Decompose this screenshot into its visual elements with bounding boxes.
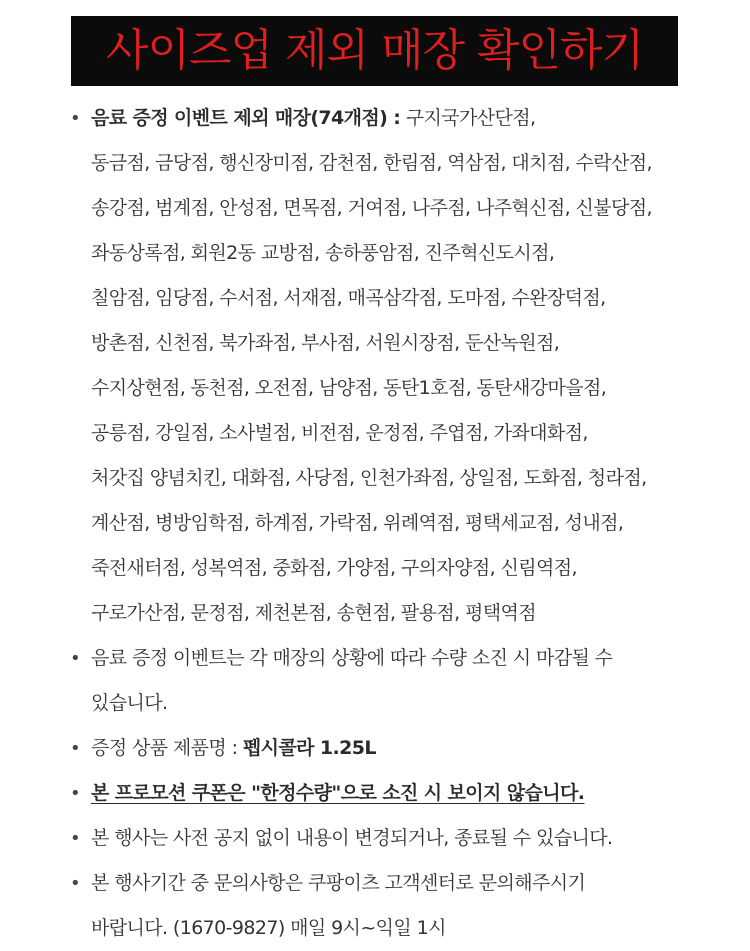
gift-product-line	[91, 726, 710, 771]
excluded-stores-line: 수지상현점, 동천점, 오전점, 남양점, 동탄1호점, 동탄새강마을점,	[91, 377, 607, 399]
bullet-icon: •	[70, 783, 81, 804]
excluded-stores-line: 송강점, 범계점, 안성점, 면목점, 거여점, 나주점, 나주혁신점, 신불당점,	[91, 197, 652, 219]
gift-product-label: 증정 상품 제품명 :	[91, 737, 238, 759]
excluded-stores-line: 공릉점, 강일점, 소사벌점, 비전점, 운정점, 주엽점, 가좌대화점,	[91, 422, 588, 444]
excluded-stores-line: 죽전새터점, 성복역점, 중화점, 가양점, 구의자양점, 신림역점,	[91, 557, 577, 579]
gift-product-value: 펩시콜라 1.25L	[242, 737, 376, 759]
drink-event-line-1: 음료 증정 이벤트는 각 매장의 상황에 따라 수량 소진 시 마감될 수	[91, 647, 613, 669]
notice-change	[70, 816, 710, 861]
top-strip	[0, 0, 750, 12]
inquiry-line-1: 본 행사기간 중 문의사항은 쿠팡이츠 고객센터로 문의해주시기	[91, 872, 586, 894]
bullet-icon: •	[70, 873, 81, 894]
notice-excluded-stores	[70, 96, 710, 636]
notice-coupon-limit	[70, 771, 710, 816]
bullet-icon: •	[70, 738, 81, 759]
coupon-limit-text: 본 프로모션 쿠폰은 "한정수량"으로 소진 시 보이지 않습니다.	[91, 782, 585, 804]
excluded-stores-line: 계산점, 병방임학점, 하계점, 가락점, 위례역점, 평택세교점, 성내점,	[91, 512, 624, 534]
drink-event-line-2: 있습니다.	[91, 692, 168, 714]
excluded-stores-line: 처갓집 양념치킨, 대화점, 사당점, 인천가좌점, 상일점, 도화점, 청라점,	[91, 467, 647, 489]
excluded-stores-text: 구지국가산단점,	[405, 107, 536, 129]
excluded-stores-line: 동금점, 금당점, 행신장미점, 감천점, 한림점, 역삼점, 대치점, 수락산점,	[91, 152, 652, 174]
bullet-icon: •	[70, 648, 81, 669]
excluded-stores-label: 음료 증정 이벤트 제외 매장(74개점) :	[91, 107, 401, 129]
excluded-stores-line: 좌동상록점, 회원2동 교방점, 송하풍암점, 진주혁신도시점,	[91, 242, 555, 264]
excluded-stores-line-1	[91, 96, 710, 141]
excluded-stores-line: 칠암점, 임당점, 수서점, 서재점, 매곡삼각점, 도마점, 수완장덕점,	[91, 287, 606, 309]
notice-inquiry	[70, 861, 710, 951]
change-notice-text: 본 행사는 사전 공지 없이 내용이 변경되거나, 종료될 수 있습니다.	[91, 827, 613, 849]
excluded-stores-line: 방촌점, 신천점, 북가좌점, 부사점, 서원시장점, 둔산녹원점,	[91, 332, 560, 354]
excluded-stores-line: 구로가산점, 문정점, 제천본점, 송현점, 팔용점, 평택역점	[91, 602, 536, 624]
notice-gift-product	[70, 726, 710, 771]
notice-drink-event	[70, 636, 710, 726]
notice-list	[70, 96, 710, 951]
banner-title: 사이즈업 제외 매장 확인하기	[105, 25, 643, 76]
bullet-icon: •	[70, 108, 81, 129]
inquiry-line-2: 바랍니다. (1670-9827) 매일 9시~익일 1시	[91, 917, 446, 939]
bullet-icon: •	[70, 828, 81, 849]
title-banner	[71, 16, 678, 86]
